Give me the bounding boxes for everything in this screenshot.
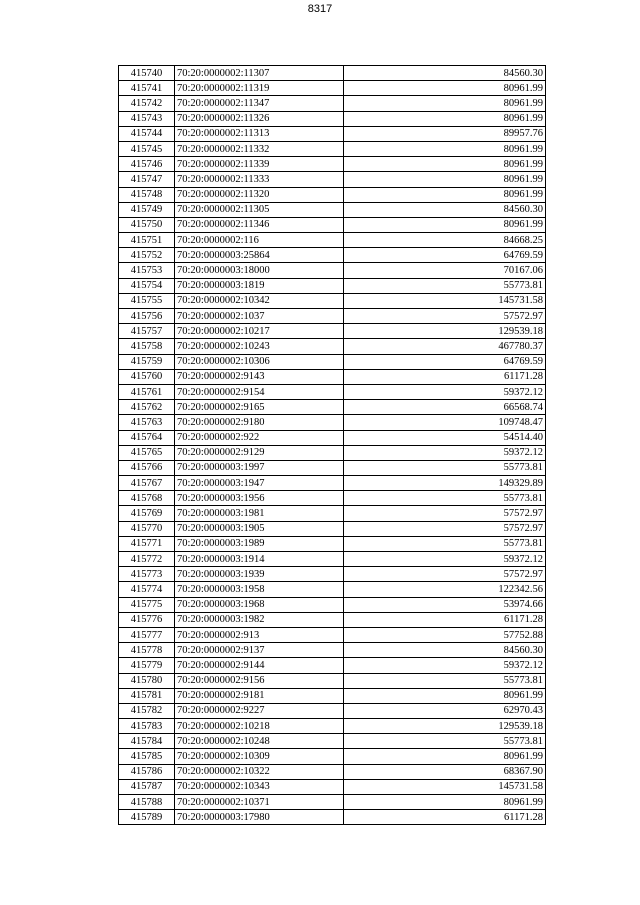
row-number-cell: 415757 [119,324,175,339]
cadastral-number-cell: 70:20:0000003:1819 [175,278,344,293]
row-number-cell: 415772 [119,552,175,567]
value-cell: 84560.30 [344,202,546,217]
cadastral-number-cell: 70:20:0000003:1905 [175,521,344,536]
cadastral-number-cell: 70:20:0000003:1956 [175,491,344,506]
row-number-cell: 415784 [119,734,175,749]
value-cell: 80961.99 [344,187,546,202]
table-row [119,278,546,293]
table-row [119,263,546,278]
value-cell: 149329.89 [344,476,546,491]
value-cell: 89957.76 [344,126,546,141]
row-number-cell: 415771 [119,536,175,551]
table-row [119,248,546,263]
table-row [119,658,546,673]
row-number-cell: 415747 [119,172,175,187]
cadastral-number-cell: 70:20:0000002:11307 [175,66,344,81]
value-cell: 145731.58 [344,779,546,794]
page-number: 8317 [307,3,333,15]
value-cell: 64769.59 [344,248,546,263]
row-number-cell: 415775 [119,597,175,612]
row-number-cell: 415753 [119,263,175,278]
table-row [119,612,546,627]
cadastral-number-cell: 70:20:0000002:9165 [175,400,344,415]
row-number-cell: 415766 [119,460,175,475]
cadastral-number-cell: 70:20:0000002:11320 [175,187,344,202]
value-cell: 59372.12 [344,658,546,673]
row-number-cell: 415741 [119,81,175,96]
row-number-cell: 415760 [119,369,175,384]
row-number-cell: 415788 [119,795,175,810]
table-row [119,734,546,749]
cadastral-number-cell: 70:20:0000002:10343 [175,779,344,794]
value-cell: 80961.99 [344,172,546,187]
cadastral-number-cell: 70:20:0000002:9143 [175,369,344,384]
row-number-cell: 415769 [119,506,175,521]
table-row [119,810,546,825]
value-cell: 80961.99 [344,157,546,172]
cadastral-value-table [118,65,546,825]
cadastral-number-cell: 70:20:0000002:9156 [175,673,344,688]
value-cell: 55773.81 [344,491,546,506]
value-cell: 84668.25 [344,233,546,248]
value-cell: 80961.99 [344,217,546,232]
row-number-cell: 415785 [119,749,175,764]
row-number-cell: 415765 [119,445,175,460]
cadastral-number-cell: 70:20:0000003:1947 [175,476,344,491]
cadastral-number-cell: 70:20:0000002:11305 [175,202,344,217]
row-number-cell: 415787 [119,779,175,794]
cadastral-number-cell: 70:20:0000002:11339 [175,157,344,172]
row-number-cell: 415789 [119,810,175,825]
cadastral-number-cell: 70:20:0000002:11319 [175,81,344,96]
row-number-cell: 415776 [119,612,175,627]
value-cell: 62970.43 [344,703,546,718]
cadastral-number-cell: 70:20:0000003:1981 [175,506,344,521]
cadastral-number-cell: 70:20:0000002:9181 [175,688,344,703]
row-number-cell: 415781 [119,688,175,703]
table-row [119,430,546,445]
row-number-cell: 415761 [119,384,175,399]
table-row [119,582,546,597]
row-number-cell: 415764 [119,430,175,445]
value-cell: 54514.40 [344,430,546,445]
table-row [119,141,546,156]
cadastral-number-cell: 70:20:0000002:9129 [175,445,344,460]
table-row [119,445,546,460]
row-number-cell: 415762 [119,400,175,415]
value-cell: 55773.81 [344,460,546,475]
value-cell: 61171.28 [344,612,546,627]
value-cell: 80961.99 [344,141,546,156]
cadastral-number-cell: 70:20:0000002:11313 [175,126,344,141]
table-row [119,415,546,430]
cadastral-number-cell: 70:20:0000003:18000 [175,263,344,278]
value-cell: 57572.97 [344,567,546,582]
row-number-cell: 415782 [119,703,175,718]
value-cell: 66568.74 [344,400,546,415]
cadastral-number-cell: 70:20:0000003:17980 [175,810,344,825]
row-number-cell: 415756 [119,309,175,324]
value-cell: 467780.37 [344,339,546,354]
value-cell: 57572.97 [344,521,546,536]
table-row [119,552,546,567]
cadastral-number-cell: 70:20:0000003:1939 [175,567,344,582]
row-number-cell: 415780 [119,673,175,688]
cadastral-number-cell: 70:20:0000002:922 [175,430,344,445]
table-row [119,643,546,658]
value-cell: 61171.28 [344,369,546,384]
cadastral-number-cell: 70:20:0000002:10309 [175,749,344,764]
value-cell: 59372.12 [344,445,546,460]
cadastral-number-cell: 70:20:0000003:1968 [175,597,344,612]
cadastral-number-cell: 70:20:0000002:9144 [175,658,344,673]
row-number-cell: 415767 [119,476,175,491]
value-cell: 59372.12 [344,552,546,567]
table-row [119,506,546,521]
value-cell: 80961.99 [344,688,546,703]
cadastral-number-cell: 70:20:0000003:1989 [175,536,344,551]
value-cell: 55773.81 [344,734,546,749]
table-row [119,688,546,703]
table-row [119,309,546,324]
table-row [119,627,546,642]
table-row [119,233,546,248]
table-row [119,324,546,339]
table-body [119,66,546,825]
cadastral-number-cell: 70:20:0000002:9227 [175,703,344,718]
table-row [119,536,546,551]
table-row [119,202,546,217]
row-number-cell: 415755 [119,293,175,308]
table-row [119,779,546,794]
value-cell: 59372.12 [344,384,546,399]
row-number-cell: 415758 [119,339,175,354]
row-number-cell: 415786 [119,764,175,779]
row-number-cell: 415779 [119,658,175,673]
value-cell: 80961.99 [344,749,546,764]
value-cell: 53974.66 [344,597,546,612]
row-number-cell: 415751 [119,233,175,248]
row-number-cell: 415743 [119,111,175,126]
cadastral-number-cell: 70:20:0000002:10342 [175,293,344,308]
cadastral-number-cell: 70:20:0000003:1914 [175,552,344,567]
value-cell: 55773.81 [344,536,546,551]
cadastral-number-cell: 70:20:0000002:1037 [175,309,344,324]
cadastral-number-cell: 70:20:0000003:1982 [175,612,344,627]
cadastral-number-cell: 70:20:0000002:11347 [175,96,344,111]
value-cell: 80961.99 [344,96,546,111]
value-cell: 122342.56 [344,582,546,597]
value-cell: 64769.59 [344,354,546,369]
table-row [119,567,546,582]
row-number-cell: 415768 [119,491,175,506]
value-cell: 55773.81 [344,673,546,688]
cadastral-number-cell: 70:20:0000002:10217 [175,324,344,339]
table-row [119,597,546,612]
row-number-cell: 415749 [119,202,175,217]
value-cell: 84560.30 [344,66,546,81]
row-number-cell: 415745 [119,141,175,156]
table-row [119,111,546,126]
row-number-cell: 415763 [119,415,175,430]
table-row [119,460,546,475]
table-row [119,749,546,764]
value-cell: 61171.28 [344,810,546,825]
row-number-cell: 415783 [119,719,175,734]
value-cell: 55773.81 [344,278,546,293]
cadastral-number-cell: 70:20:0000002:10371 [175,795,344,810]
value-cell: 80961.99 [344,795,546,810]
value-cell: 109748.47 [344,415,546,430]
cadastral-number-cell: 70:20:0000002:116 [175,233,344,248]
cadastral-number-cell: 70:20:0000002:11333 [175,172,344,187]
row-number-cell: 415778 [119,643,175,658]
table-row [119,521,546,536]
table-row [119,384,546,399]
table-row [119,703,546,718]
cadastral-number-cell: 70:20:0000002:10306 [175,354,344,369]
value-cell: 129539.18 [344,324,546,339]
table-row [119,354,546,369]
row-number-cell: 415754 [119,278,175,293]
value-cell: 57572.97 [344,309,546,324]
table-row [119,719,546,734]
value-cell: 145731.58 [344,293,546,308]
cadastral-number-cell: 70:20:0000002:10218 [175,719,344,734]
row-number-cell: 415774 [119,582,175,597]
table-row [119,491,546,506]
value-cell: 68367.90 [344,764,546,779]
table-row [119,172,546,187]
row-number-cell: 415773 [119,567,175,582]
cadastral-number-cell: 70:20:0000002:9154 [175,384,344,399]
row-number-cell: 415770 [119,521,175,536]
table-row [119,400,546,415]
row-number-cell: 415740 [119,66,175,81]
table-row [119,126,546,141]
table-row [119,369,546,384]
cadastral-number-cell: 70:20:0000002:913 [175,627,344,642]
cadastral-number-cell: 70:20:0000002:11332 [175,141,344,156]
value-cell: 84560.30 [344,643,546,658]
cadastral-number-cell: 70:20:0000002:10322 [175,764,344,779]
value-cell: 57572.97 [344,506,546,521]
table-row [119,476,546,491]
value-cell: 80961.99 [344,81,546,96]
table-row [119,795,546,810]
table-row [119,217,546,232]
value-cell: 70167.06 [344,263,546,278]
cadastral-number-cell: 70:20:0000003:1997 [175,460,344,475]
row-number-cell: 415748 [119,187,175,202]
cadastral-number-cell: 70:20:0000002:10248 [175,734,344,749]
table-row [119,96,546,111]
cadastral-number-cell: 70:20:0000003:25864 [175,248,344,263]
cadastral-number-cell: 70:20:0000002:10243 [175,339,344,354]
row-number-cell: 415742 [119,96,175,111]
value-cell: 80961.99 [344,111,546,126]
table-row [119,293,546,308]
cadastral-number-cell: 70:20:0000002:9180 [175,415,344,430]
row-number-cell: 415744 [119,126,175,141]
table-row [119,157,546,172]
table-row [119,764,546,779]
row-number-cell: 415759 [119,354,175,369]
table-row [119,339,546,354]
cadastral-number-cell: 70:20:0000002:11346 [175,217,344,232]
table-row [119,673,546,688]
table-row [119,66,546,81]
row-number-cell: 415752 [119,248,175,263]
row-number-cell: 415750 [119,217,175,232]
table-row [119,81,546,96]
row-number-cell: 415777 [119,627,175,642]
row-number-cell: 415746 [119,157,175,172]
cadastral-number-cell: 70:20:0000003:1958 [175,582,344,597]
value-cell: 57752.88 [344,627,546,642]
value-cell: 129539.18 [344,719,546,734]
table-row [119,187,546,202]
cadastral-number-cell: 70:20:0000002:11326 [175,111,344,126]
cadastral-number-cell: 70:20:0000002:9137 [175,643,344,658]
